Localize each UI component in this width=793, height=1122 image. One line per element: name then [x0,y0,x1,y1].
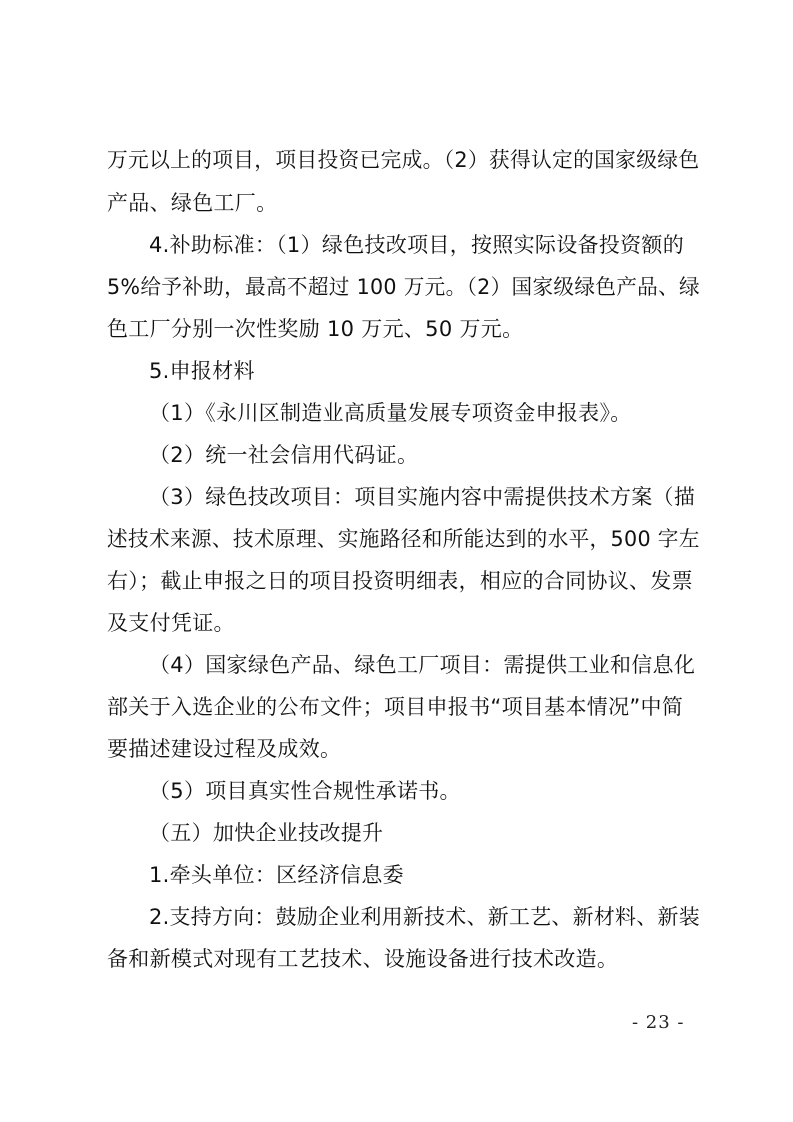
text-line-19: 2.支持方向：鼓励企业利用新技术、新工艺、新材料、新装 [149,905,700,929]
text-line-4: 5%给予补助，最高不超过 100 万元。（2）国家级绿色产品、绿 [107,275,700,299]
text-line-20: 备和新模式对现有工艺技术、设施设备进行技术改造。 [107,947,619,971]
text-line-1: 万元以上的项目，项目投资已完成。（2）获得认定的国家级绿色 [107,148,700,172]
text-line-7: （1）《永川区制造业高质量发展专项资金申报表》。 [149,401,632,425]
text-line-2: 产品、绿色工厂。 [107,191,278,215]
text-line-13: （4）国家绿色产品、绿色工厂项目：需提供工业和信息化 [149,653,696,677]
text-line-14: 部关于入选企业的公布文件；项目申报书“项目基本情况”中简 [107,695,684,719]
text-line-5: 色工厂分别一次性奖励 10 万元、50 万元。 [107,317,524,341]
text-line-15: 要描述建设过程及成效。 [107,737,342,761]
text-line-12: 及支付凭证。 [107,611,235,635]
text-line-16: （5）项目真实性合规性承诺书。 [149,779,461,803]
text-line-3: 4.补助标准：（1）绿色技改项目，按照实际设备投资额的 [149,233,684,257]
text-line-10: 述技术来源、技术原理、实施路径和所能达到的水平，500 字左 [107,527,700,551]
text-line-17: （五）加快企业技改提升 [149,821,384,845]
text-line-18: 1.牵头单位：区经济信息委 [149,863,404,887]
text-line-9: （3）绿色技改项目：项目实施内容中需提供技术方案（描 [149,485,696,509]
text-line-11: 右）；截止申报之日的项目投资明细表，相应的合同协议、发票 [107,569,693,593]
text-line-8: （2）统一社会信用代码证。 [149,443,419,467]
text-line-6: 5.申报材料 [149,359,255,383]
page-number: - 23 - [632,1012,685,1033]
